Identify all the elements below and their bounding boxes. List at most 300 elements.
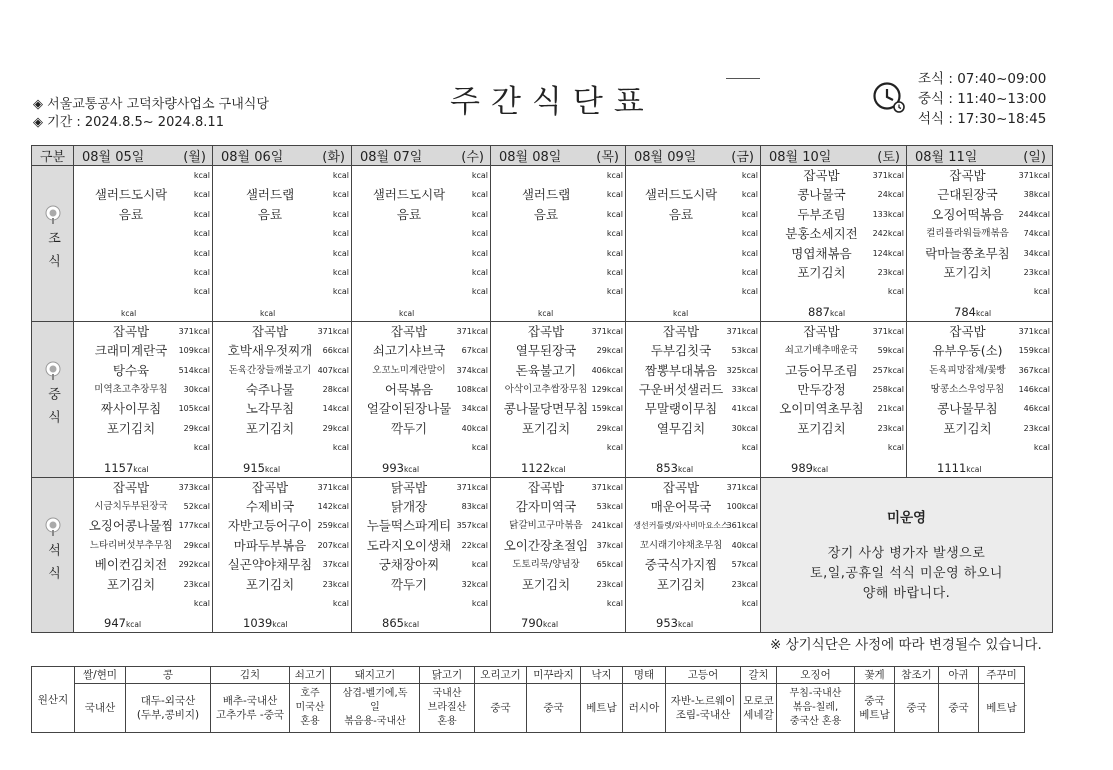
menu-item: [213, 224, 351, 243]
dish-kcal: 292kcal: [178, 560, 210, 570]
notice: ※ 상기식단은 사정에 따라 변경될수 있습니다.: [770, 637, 1042, 653]
menu-item: [74, 185, 212, 204]
dish-name: 락마늘쫑초무침: [925, 245, 1010, 261]
menu-item: [626, 166, 760, 185]
dish-kcal: 23kcal: [877, 423, 904, 433]
menu-item: [352, 244, 490, 263]
meal-cell: [907, 166, 1053, 322]
dish-name: 음료: [668, 206, 694, 222]
dish-name: 샐러드랩: [245, 187, 295, 203]
dish-kcal: 207kcal: [317, 540, 349, 550]
dish-kcal: 159kcal: [591, 404, 623, 414]
origin-item-name: 쇠고기: [290, 667, 331, 684]
dish-name: 콩나물국: [797, 187, 846, 203]
origin-item-value: [741, 684, 777, 733]
total-kcal: [538, 305, 553, 319]
dish-kcal: kcal: [606, 209, 623, 219]
menu-item: [491, 166, 625, 185]
origin-value-text: 배추-국내산 고추가루 -중국: [216, 695, 284, 721]
dish-name: 잡곡밥: [251, 323, 289, 339]
dish-name: 포기김치: [943, 264, 992, 280]
day-header: [74, 146, 213, 166]
menu-item: [352, 419, 490, 438]
dish-name: 무말랭이무침: [644, 401, 718, 417]
menu-item: [74, 244, 212, 263]
menu-item: [213, 341, 351, 360]
menu-item: [74, 399, 212, 418]
dish-kcal: 38kcal: [1023, 190, 1050, 200]
origin-item-value: [939, 684, 979, 733]
origin-item-name: 쌀/현미: [75, 667, 126, 684]
menu-item: [352, 205, 490, 224]
origin-value-text: 국내산: [84, 702, 116, 714]
menu-item: [213, 438, 351, 457]
closed-text: 장기 사상 병가자 발생으로: [827, 545, 986, 561]
origin-item-value: [623, 684, 666, 733]
dish-name: 마파두부볶음: [233, 537, 307, 553]
total-value: 1122: [521, 460, 551, 475]
dish-name: 오이미역초무침: [779, 401, 864, 417]
origin-value-text: 중국: [490, 702, 511, 714]
menu-item: [491, 594, 625, 613]
food-icon: [43, 361, 63, 381]
dish-kcal: 23kcal: [877, 267, 904, 277]
menu-item: [907, 282, 1052, 301]
dish-name: 잡곡밥: [949, 323, 986, 339]
dish-kcal: 65kcal: [596, 560, 623, 570]
menu-item: [213, 555, 351, 574]
dish-name: 컬리플라워들깨볶음: [926, 228, 1009, 240]
dish-kcal: kcal: [606, 190, 623, 200]
dish-kcal: kcal: [606, 443, 623, 453]
dish-kcal: 46kcal: [1023, 404, 1050, 414]
total-unit: kcal: [677, 464, 694, 474]
dish-name: 샐러드도시락: [644, 187, 718, 203]
dish-kcal: kcal: [193, 229, 210, 239]
dish-kcal: 367kcal: [1018, 365, 1050, 375]
total-value: 989: [791, 460, 813, 475]
total-value: 993: [382, 460, 404, 475]
org-name: ◈ 서울교통공사 고덕차량사업소 구내식당: [33, 97, 269, 112]
origin-item-name: 아귀: [939, 667, 979, 684]
dish-kcal: 34kcal: [1023, 248, 1050, 258]
weekday: (월): [183, 150, 206, 165]
menu-item: [352, 361, 490, 380]
origin-value-text: 삼겹-벨기에,독 일 볶음용-국내산: [342, 688, 408, 727]
day-header: [491, 146, 626, 166]
dish-name: 깍두기: [390, 576, 428, 592]
dish-kcal: 21kcal: [877, 404, 904, 414]
total-value: 915: [243, 460, 265, 475]
dish-name: 유부우동(소): [932, 343, 1003, 359]
menu-item: [213, 380, 351, 399]
total-unit: kcal: [125, 620, 142, 630]
menu-item: [352, 594, 490, 613]
meal-cell: [491, 321, 626, 477]
total-kcal: [954, 305, 991, 319]
dish-name: 포기김치: [797, 264, 846, 280]
menu-item: [74, 438, 212, 457]
dish-name: 분홍소세지전: [785, 226, 858, 242]
dish-kcal: 257kcal: [872, 365, 904, 375]
weekday: (일): [1023, 150, 1046, 165]
date: 08월 09일: [634, 150, 697, 165]
dish-name: 오징어콩나물찜: [88, 518, 174, 534]
total-unit: kcal: [121, 308, 137, 318]
meal-cell: [352, 321, 491, 477]
dish-kcal: 407kcal: [317, 365, 349, 375]
dish-name: 느타리버섯부추무침: [89, 539, 173, 551]
menu-item: [74, 282, 212, 301]
dish-kcal: kcal: [471, 229, 488, 239]
meal-cell: [761, 166, 907, 322]
dish-kcal: 357kcal: [456, 521, 488, 531]
dish-kcal: 371kcal: [591, 482, 623, 492]
menu-item: [491, 263, 625, 282]
weekday: (토): [877, 150, 900, 165]
date: 08월 10일: [769, 150, 832, 165]
origin-value-text: 무침-국내산 볶음-칠레, 중국산 혼용: [789, 688, 842, 727]
origin-value-text: 모로코 세네갈: [743, 695, 774, 721]
dish-name: 자반고등어구이: [227, 518, 313, 534]
dish-kcal: 242kcal: [872, 229, 904, 239]
dish-name: 두부조림: [797, 206, 846, 222]
dish-name: 수제비국: [245, 498, 295, 514]
menu-item: [74, 478, 212, 497]
dish-kcal: 241kcal: [591, 521, 623, 531]
dish-kcal: kcal: [741, 248, 758, 258]
dish-name: 포기김치: [521, 576, 571, 592]
origin-value-text: 베트남: [586, 702, 617, 714]
dish-name: 포기김치: [797, 420, 846, 436]
total-unit: kcal: [975, 308, 992, 318]
meal-cell: [352, 477, 491, 633]
meal-cell: [213, 321, 352, 477]
dish-name: 포기김치: [106, 420, 156, 436]
dish-kcal: 30kcal: [183, 384, 210, 394]
dish-kcal: kcal: [332, 598, 349, 608]
dish-kcal: kcal: [606, 248, 623, 258]
dish-name: 탕수육: [112, 362, 150, 378]
dish-name: 포기김치: [943, 420, 992, 436]
dish-kcal: 67kcal: [461, 346, 488, 356]
menu-item: [213, 282, 351, 301]
dish-kcal: 244kcal: [1018, 209, 1050, 219]
origin-item-value: [331, 684, 420, 733]
dish-kcal: kcal: [471, 443, 488, 453]
menu-item: [74, 497, 212, 516]
dish-name: 음료: [533, 206, 559, 222]
menu-item: [626, 399, 760, 418]
menu-item: [352, 516, 490, 535]
menu-item: [491, 516, 625, 535]
dish-name: 꼬시래기야채초무침: [639, 539, 723, 551]
meal-cell: [626, 321, 761, 477]
day-header: [352, 146, 491, 166]
dish-kcal: 371kcal: [1018, 171, 1050, 180]
menu-item: [761, 263, 906, 282]
dish-kcal: 30kcal: [731, 423, 758, 433]
menu-item: [491, 478, 625, 497]
dish-kcal: kcal: [741, 190, 758, 200]
menu-item: [761, 244, 906, 263]
dish-kcal: 325kcal: [726, 365, 758, 375]
date: 08월 06일: [221, 150, 284, 165]
menu-item: [213, 185, 351, 204]
dish-name: 샐러드랩: [521, 187, 571, 203]
origin-header-row: [32, 667, 1025, 684]
dish-kcal: 371kcal: [1018, 326, 1050, 336]
meal-name: 중식: [45, 387, 60, 434]
origin-item-value: [290, 684, 331, 733]
menu-item: [352, 536, 490, 555]
dish-kcal: 33kcal: [731, 384, 758, 394]
dish-kcal: kcal: [471, 190, 488, 200]
dish-kcal: kcal: [193, 598, 210, 608]
menu-item: [907, 166, 1052, 185]
dish-name: 호박새우젓찌개: [227, 343, 313, 359]
total-kcal: [382, 461, 419, 475]
menu-item: [213, 205, 351, 224]
dish-name: 포기김치: [521, 420, 571, 436]
menu-item: [761, 322, 906, 341]
dish-name: 열무된장국: [515, 343, 577, 359]
dish-kcal: kcal: [193, 171, 210, 180]
day-header: [213, 146, 352, 166]
dish-kcal: 14kcal: [322, 404, 349, 414]
dish-kcal: 23kcal: [183, 579, 210, 589]
meal-name: 조식: [45, 231, 60, 278]
dish-kcal: 371kcal: [872, 326, 904, 336]
dish-kcal: 23kcal: [1023, 267, 1050, 277]
menu-item: [74, 380, 212, 399]
day-header: [761, 146, 907, 166]
dish-kcal: 371kcal: [317, 482, 349, 492]
dish-kcal: kcal: [332, 171, 349, 180]
dish-kcal: kcal: [332, 190, 349, 200]
dish-name: 닭갈비고구마볶음: [509, 520, 583, 532]
meal-name: 석식: [45, 542, 60, 589]
menu-item: [74, 166, 212, 185]
header-row: [32, 146, 1053, 166]
dish-kcal: 371kcal: [456, 482, 488, 492]
dish-kcal: kcal: [471, 209, 488, 219]
dish-kcal: kcal: [741, 171, 758, 180]
dish-kcal: kcal: [193, 443, 210, 453]
menu-item: [761, 361, 906, 380]
origin-item-value: [979, 684, 1025, 733]
dish-name: 돈육간장들깨불고기: [228, 364, 312, 376]
dish-kcal: 259kcal: [317, 521, 349, 531]
total-unit: kcal: [829, 308, 846, 318]
dish-kcal: kcal: [332, 287, 349, 297]
meal-row: [32, 166, 1053, 322]
menu-item: [491, 497, 625, 516]
menu-item: [213, 536, 351, 555]
menu-item: [352, 438, 490, 457]
dish-kcal: 29kcal: [183, 423, 210, 433]
dish-name: 잡곡밥: [803, 323, 840, 339]
total-kcal: [656, 461, 693, 475]
date: 08월 11일: [915, 150, 978, 165]
dish-kcal: kcal: [741, 287, 758, 297]
lunch-time: 중식 : 11:40~13:00: [918, 91, 1047, 107]
dish-name: 잡곡밥: [527, 323, 565, 339]
total-kcal: [104, 461, 148, 475]
total-unit: kcal: [272, 620, 288, 630]
meal-row: [32, 321, 1053, 477]
menu-item: [74, 205, 212, 224]
menu-item: [761, 205, 906, 224]
date: 08월 07일: [360, 150, 423, 165]
dish-kcal: 371kcal: [726, 482, 758, 492]
menu-item: [626, 536, 760, 555]
total-kcal: [656, 616, 693, 630]
dish-kcal: 53kcal: [731, 346, 758, 356]
dish-name: 쇠고기배추매운국: [784, 345, 859, 357]
total-unit: kcal: [677, 620, 694, 630]
origin-value-text: 중국: [948, 702, 969, 714]
menu-item: [626, 516, 760, 535]
menu-item: [352, 399, 490, 418]
dish-name: 잡곡밥: [662, 479, 700, 495]
dish-kcal: 40kcal: [731, 540, 758, 550]
closed-title: 미운영: [886, 509, 927, 526]
dish-kcal: 37kcal: [322, 560, 349, 570]
menu-item: [352, 224, 490, 243]
menu-item: [352, 575, 490, 594]
dish-kcal: kcal: [741, 229, 758, 239]
food-icon: [43, 205, 63, 225]
dish-name: 쇠고기샤브국: [372, 343, 446, 359]
dish-kcal: kcal: [741, 598, 758, 608]
dish-name: 잡곡밥: [803, 168, 840, 183]
menu-item: [491, 438, 625, 457]
dish-kcal: 129kcal: [591, 384, 623, 394]
menu-item: [626, 380, 760, 399]
origin-item-value: [777, 684, 855, 733]
dish-name: 숙주나물: [245, 381, 295, 397]
decorative-line: [726, 78, 760, 79]
origin-item-value: [475, 684, 527, 733]
dish-kcal: kcal: [332, 229, 349, 239]
menu-item: [626, 322, 760, 341]
menu-item: [213, 497, 351, 516]
menu-item: [907, 263, 1052, 282]
dish-name: 아삭이고추쌈장무침: [504, 383, 588, 395]
menu-item: [907, 361, 1052, 380]
weekday: (목): [596, 150, 619, 165]
dish-name: 포기김치: [656, 576, 706, 592]
menu-item: [74, 555, 212, 574]
dish-kcal: 124kcal: [872, 248, 904, 258]
meal-times: [918, 69, 1046, 129]
total-kcal: [808, 305, 845, 319]
dish-kcal: 133kcal: [872, 209, 904, 219]
total-kcal: [382, 616, 419, 630]
meal-cell: [352, 166, 491, 322]
dish-name: 음료: [257, 206, 283, 222]
origin-item-value: [75, 684, 126, 733]
menu-item: [907, 185, 1052, 204]
menu-item: [491, 575, 625, 594]
menu-item: [74, 361, 212, 380]
menu-item: [761, 185, 906, 204]
dish-kcal: 37kcal: [596, 540, 623, 550]
menu-item: [352, 185, 490, 204]
dish-name: 오이간장초절임: [503, 537, 589, 553]
total-unit: kcal: [538, 308, 554, 318]
dish-kcal: kcal: [193, 287, 210, 297]
dish-kcal: 361kcal: [726, 521, 758, 531]
menu-item: [74, 419, 212, 438]
dish-kcal: kcal: [606, 171, 623, 180]
dish-kcal: 23kcal: [1023, 423, 1050, 433]
origin-item-name: 낙지: [581, 667, 623, 684]
dish-kcal: 374kcal: [456, 365, 488, 375]
dish-kcal: 24kcal: [877, 190, 904, 200]
menu-item: [213, 244, 351, 263]
dish-name: 오징어떡볶음: [931, 206, 1004, 222]
dish-kcal: kcal: [887, 443, 904, 453]
dish-kcal: kcal: [606, 287, 623, 297]
dish-kcal: 29kcal: [596, 346, 623, 356]
origin-item-value: [895, 684, 939, 733]
origin-item-name: 김치: [211, 667, 290, 684]
dish-name: 시금치두부된장국: [94, 500, 168, 512]
dish-name: 어묵볶음: [384, 381, 434, 397]
dish-kcal: kcal: [1033, 443, 1050, 453]
dish-name: 잡곡밥: [112, 323, 150, 339]
menu-item: [491, 361, 625, 380]
dish-name: 닭개장: [390, 498, 428, 514]
origin-value-row: [32, 684, 1025, 733]
total-unit: kcal: [403, 464, 420, 474]
menu-item: [626, 478, 760, 497]
origin-value-text: 베트남: [986, 702, 1017, 714]
menu-item: [213, 322, 351, 341]
menu-item: [907, 244, 1052, 263]
menu-item: [907, 322, 1052, 341]
dish-name: 크래미계란국: [94, 343, 168, 359]
meal-cell: [491, 477, 626, 633]
dish-name: 고등어무조림: [785, 362, 858, 378]
origin-item-name: 닭고기: [420, 667, 475, 684]
menu-item: [213, 361, 351, 380]
menu-item: [352, 263, 490, 282]
menu-item: [626, 341, 760, 360]
dish-name: 잡곡밥: [390, 323, 428, 339]
dish-name: 땅콩소스우엉무침: [930, 383, 1005, 395]
origin-value-text: 호주 미국산 혼용: [295, 688, 325, 727]
origin-table: [31, 666, 1025, 733]
dish-kcal: 146kcal: [1018, 384, 1050, 394]
menu-item: [907, 341, 1052, 360]
menu-item: [352, 282, 490, 301]
dish-kcal: 371kcal: [178, 326, 210, 336]
dish-kcal: 371kcal: [872, 171, 904, 180]
dish-name: 얼갈이된장나물: [366, 401, 452, 417]
origin-item-name: 오징어: [777, 667, 855, 684]
dish-kcal: kcal: [332, 248, 349, 258]
meal-cell: [213, 166, 352, 322]
menu-item: [352, 341, 490, 360]
menu-item: [491, 205, 625, 224]
date: 08월 05일: [82, 150, 145, 165]
dish-name: 매운어묵국: [650, 498, 712, 514]
menu-item: [74, 224, 212, 243]
dish-kcal: 57kcal: [731, 560, 758, 570]
